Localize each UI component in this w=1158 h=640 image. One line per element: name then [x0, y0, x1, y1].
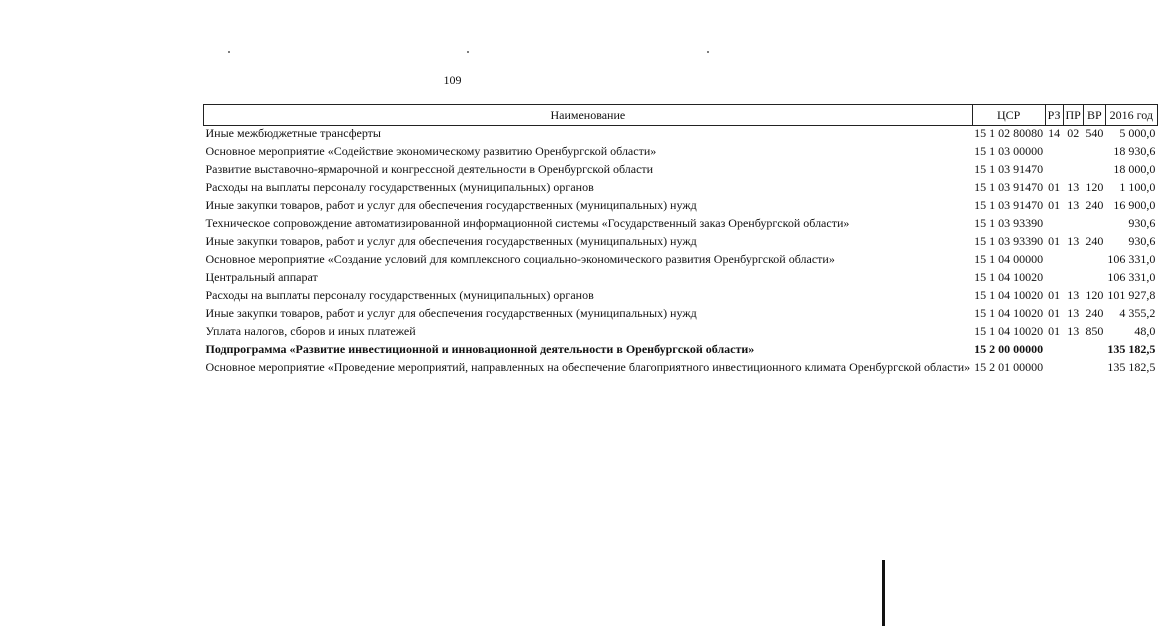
cell-pr: 13	[1067, 198, 1080, 212]
cell-csr: 15 2 00 00000	[974, 342, 1044, 356]
table-row	[204, 159, 1158, 177]
cell-rz: 01	[1048, 306, 1061, 320]
cell-name: Расходы на выплаты персоналу государственных (муниципальных) органов	[205, 180, 594, 194]
cell-name: Основное мероприятие «Создание условий для комплексного социально-экономического развития Оренбургской области»	[205, 252, 835, 266]
cell-csr: 15 1 03 91470	[974, 180, 1044, 194]
cell-amount: 18 930,6	[1113, 144, 1156, 158]
cell-vr: 240	[1085, 198, 1104, 212]
cell-rz: 01	[1048, 180, 1061, 194]
budget-table	[203, 104, 1158, 375]
scan-edge-mark	[882, 560, 885, 626]
cell-amount: 106 331,0	[1107, 270, 1156, 284]
table-row	[204, 126, 1158, 142]
cell-csr: 15 2 01 00000	[974, 360, 1044, 374]
cell-vr: 120	[1085, 180, 1104, 194]
cell-name: Техническое сопровождение автоматизированной информационной системы «Государственный заказ Оренбургской области»	[205, 216, 850, 230]
cell-amount: 930,6	[1128, 234, 1156, 248]
cell-pr	[1063, 159, 1083, 177]
cell-pr: 02	[1067, 126, 1080, 140]
cell-name: Иные межбюджетные трансферты	[205, 126, 381, 140]
cell-amount: 16 900,0	[1113, 198, 1156, 212]
cell-csr: 15 1 04 10020	[974, 270, 1044, 284]
cell-vr: 540	[1085, 126, 1104, 140]
header-year: 2016 год	[1105, 105, 1157, 126]
cell-name: Иные закупки товаров, работ и услуг для обеспечения государственных (муниципальных) нужд	[205, 306, 697, 320]
table-header	[204, 105, 1158, 126]
cell-csr: 15 1 02 80080	[974, 126, 1044, 140]
cell-name: Иные закупки товаров, работ и услуг для обеспечения государственных (муниципальных) нужд	[205, 234, 697, 248]
cell-amount: 135 182,5	[1107, 342, 1156, 356]
cell-csr: 15 1 03 93390	[974, 216, 1044, 230]
header-vr: ВР	[1083, 105, 1105, 126]
cell-amount: 18 000,0	[1113, 162, 1156, 176]
cell-pr	[1063, 267, 1083, 285]
table-body	[204, 126, 1158, 376]
table-row	[204, 357, 1158, 375]
cell-vr: 240	[1085, 234, 1104, 248]
table-row	[204, 339, 1158, 357]
cell-rz	[1045, 213, 1063, 231]
table-row	[204, 321, 1158, 339]
cell-pr: 13	[1067, 234, 1080, 248]
cell-pr: 13	[1067, 306, 1080, 320]
table-row	[204, 249, 1158, 267]
table-row	[204, 285, 1158, 303]
cell-amount: 5 000,0	[1119, 126, 1156, 140]
cell-amount: 48,0	[1134, 324, 1156, 338]
cell-amount: 106 331,0	[1107, 252, 1156, 266]
cell-pr: 13	[1067, 324, 1080, 338]
cell-csr: 15 1 03 00000	[974, 144, 1044, 158]
cell-amount: 135 182,5	[1107, 360, 1156, 374]
cell-pr	[1063, 249, 1083, 267]
cell-pr: 13	[1067, 288, 1080, 302]
cell-csr: 15 1 03 91470	[974, 198, 1044, 212]
header-rz: РЗ	[1045, 105, 1063, 126]
cell-vr	[1083, 267, 1105, 285]
header-pr: ПР	[1063, 105, 1083, 126]
cell-vr: 240	[1085, 306, 1104, 320]
header-csr: ЦСР	[972, 105, 1045, 126]
cell-vr	[1083, 249, 1105, 267]
cell-name: Основное мероприятие «Содействие экономическому развитию Оренбургской области»	[205, 144, 657, 158]
cell-rz	[1045, 267, 1063, 285]
table-row	[204, 213, 1158, 231]
cell-amount: 1 100,0	[1119, 180, 1156, 194]
cell-name: Иные закупки товаров, работ и услуг для обеспечения государственных (муниципальных) нужд	[205, 198, 697, 212]
table-row	[204, 195, 1158, 213]
cell-name: Центральный аппарат	[205, 270, 318, 284]
cell-rz	[1045, 339, 1063, 357]
cell-vr: 850	[1085, 324, 1104, 338]
table-row	[204, 231, 1158, 249]
cell-csr: 15 1 04 10020	[974, 306, 1044, 320]
cell-pr	[1063, 141, 1083, 159]
cell-vr: 120	[1085, 288, 1104, 302]
cell-csr: 15 1 04 10020	[974, 324, 1044, 338]
cell-vr	[1083, 141, 1105, 159]
cell-name: Расходы на выплаты персоналу государственных (муниципальных) органов	[205, 288, 594, 302]
cell-csr: 15 1 04 00000	[974, 252, 1044, 266]
cell-rz	[1045, 159, 1063, 177]
cell-vr	[1083, 357, 1105, 375]
cell-pr	[1063, 213, 1083, 231]
cell-amount: 101 927,8	[1107, 288, 1156, 302]
cell-rz	[1045, 357, 1063, 375]
cell-vr	[1083, 213, 1105, 231]
cell-rz	[1045, 249, 1063, 267]
table-row	[204, 177, 1158, 195]
table-row	[204, 141, 1158, 159]
cell-rz: 01	[1048, 324, 1061, 338]
scan-speck	[467, 51, 469, 53]
cell-name: Основное мероприятие «Проведение мероприятий, направленных на обеспечение благоприятного инвестиционного климата Оренбургской области»	[205, 360, 971, 374]
cell-pr	[1063, 357, 1083, 375]
cell-pr	[1063, 339, 1083, 357]
cell-amount: 4 355,2	[1119, 306, 1156, 320]
cell-rz: 01	[1048, 198, 1061, 212]
header-name: Наименование	[204, 105, 973, 126]
cell-csr: 15 1 04 10020	[974, 288, 1044, 302]
cell-csr: 15 1 03 91470	[974, 162, 1044, 176]
cell-pr: 13	[1067, 180, 1080, 194]
cell-vr	[1083, 159, 1105, 177]
cell-amount: 930,6	[1128, 216, 1156, 230]
cell-csr: 15 1 03 93390	[974, 234, 1044, 248]
cell-rz: 14	[1048, 126, 1061, 140]
page-number: 109	[443, 73, 462, 87]
scan-speck	[707, 51, 709, 53]
cell-rz	[1045, 141, 1063, 159]
cell-name: Развитие выставочно-ярмарочной и конгрессной деятельности в Оренбургской области	[205, 162, 654, 176]
cell-name: Подпрограмма «Развитие инвестиционной и инновационной деятельности в Оренбургской области»	[205, 342, 755, 356]
cell-rz: 01	[1048, 288, 1061, 302]
cell-vr	[1083, 339, 1105, 357]
scan-speck	[228, 51, 230, 53]
cell-rz: 01	[1048, 234, 1061, 248]
cell-name: Уплата налогов, сборов и иных платежей	[205, 324, 416, 338]
table-row	[204, 267, 1158, 285]
table-row	[204, 303, 1158, 321]
